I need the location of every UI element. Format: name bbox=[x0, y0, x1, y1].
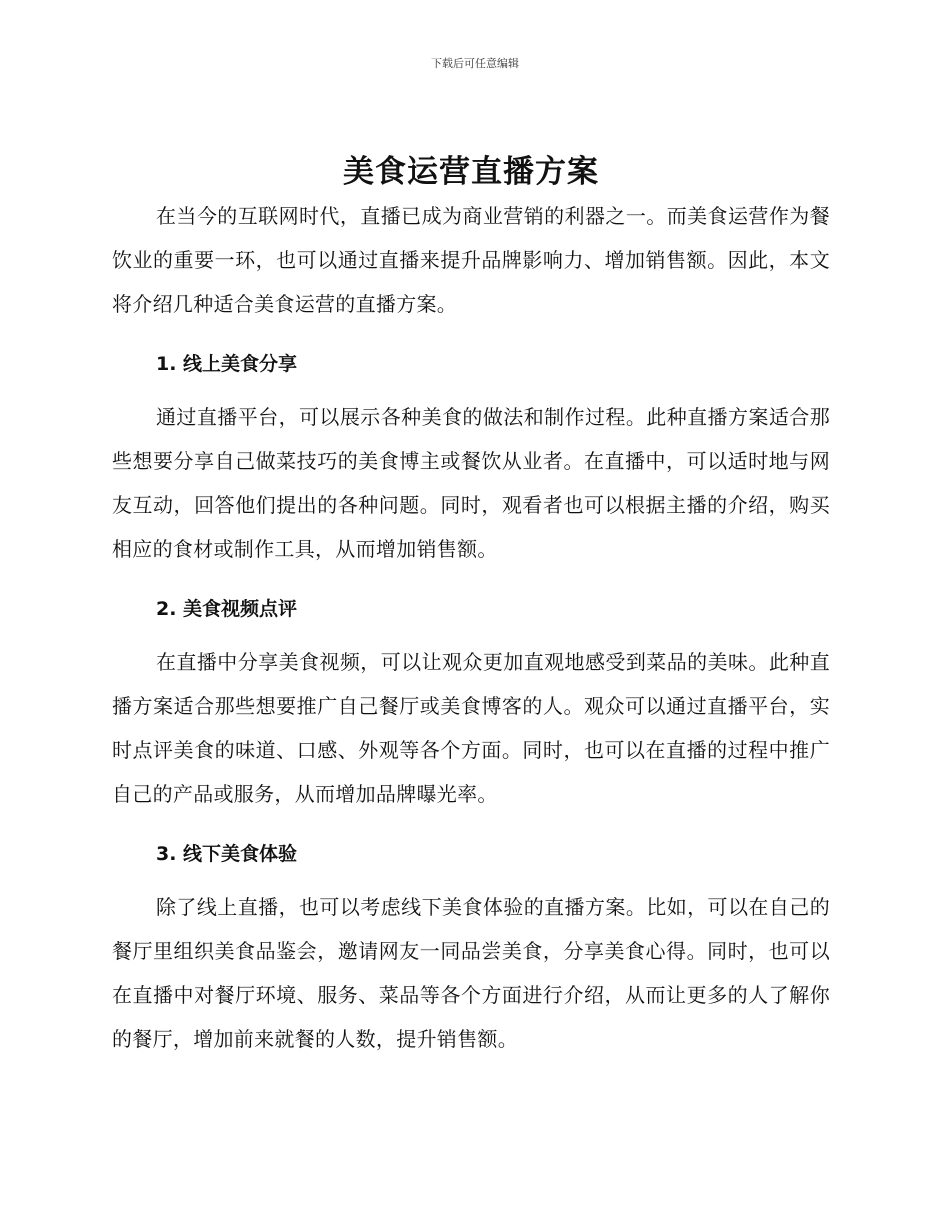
header-note: 下载后可任意编辑 bbox=[431, 57, 519, 70]
section-body-1: 通过直播平台，可以展示各种美食的做法和制作过程。此种直播方案适合那些想要分享自己做菜技巧的美食博主或餐饮从业者。在直播中，可以适时地与网友互动，回答他们提出的各种问题。同时，观看者也可以根据主播的介绍，购买相应的食材或制作工具，从而增加销售额。 bbox=[112, 405, 830, 561]
section-body-2: 在直播中分享美食视频，可以让观众更加直观地感受到菜品的美味。此种直播方案适合那些想要推广自己餐厅或美食博客的人。观众可以通过直播平台，实时点评美食的味道、口感、外观等各个方面。同时，也可以在直播的过程中推广自己的产品或服务，从而增加品牌曝光率。 bbox=[112, 650, 830, 806]
document-title: 美食运营直播方案 bbox=[343, 154, 599, 190]
section-heading-2: 2. 美食视频点评 bbox=[156, 598, 298, 620]
section-body-3: 除了线上直播，也可以考虑线下美食体验的直播方案。比如，可以在自己的餐厅里组织美食品鉴会，邀请网友一同品尝美食，分享美食心得。同时，也可以在直播中对餐厅环境、服务、菜品等各个方面进行介绍，从而让更多的人了解你的餐厅，增加前来就餐的人数，提升销售额。 bbox=[112, 895, 830, 1051]
section-heading-1: 1. 线上美食分享 bbox=[156, 353, 298, 375]
intro-paragraph: 在当今的互联网时代，直播已成为商业营销的利器之一。而美食运营作为餐饮业的重要一环，也可以通过直播来提升品牌影响力、增加销售额。因此，本文将介绍几种适合美食运营的直播方案。 bbox=[112, 204, 830, 316]
document-body bbox=[112, 150, 830, 1061]
section-heading-3: 3. 线下美食体验 bbox=[156, 843, 298, 865]
